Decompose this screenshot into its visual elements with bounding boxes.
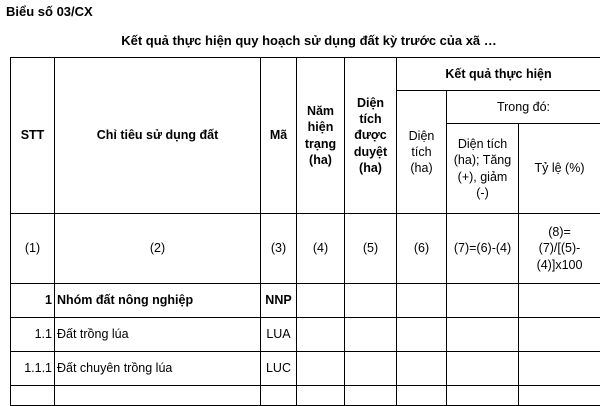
colnum-1: (1) xyxy=(11,214,55,284)
header-code: Mã xyxy=(261,58,297,214)
header-current-year-line: Năm xyxy=(299,103,342,119)
row-cell xyxy=(397,352,447,386)
row-cell xyxy=(55,386,261,406)
header-change-line: (ha); Tăng xyxy=(449,152,516,168)
header-result-area-line: (ha) xyxy=(399,160,444,176)
row-cell xyxy=(447,386,519,406)
header-approved-area xyxy=(345,58,397,214)
header-stt: STT xyxy=(11,58,55,214)
row-indicator: Đất trồng lúa xyxy=(55,318,261,352)
header-indicator: Chỉ tiêu sử dụng đất xyxy=(55,58,261,214)
header-result-area xyxy=(397,91,447,214)
table-row xyxy=(11,352,600,386)
header-current-year xyxy=(297,58,345,214)
header-current-year-line: (ha) xyxy=(299,152,342,168)
header-change-line: (-) xyxy=(449,185,516,201)
header-approved-line: được xyxy=(347,127,394,143)
row-cell xyxy=(447,352,519,386)
row-stt: 1 xyxy=(11,284,55,318)
row-cell xyxy=(519,386,600,406)
header-approved-line: Diện xyxy=(347,95,394,111)
header-approved-line: tích xyxy=(347,111,394,127)
row-cell xyxy=(397,284,447,318)
row-cell xyxy=(345,284,397,318)
row-indicator: Đất chuyên trồng lúa xyxy=(55,352,261,386)
colnum-7: (7)=(6)-(4) xyxy=(447,214,519,284)
colnum-5: (5) xyxy=(345,214,397,284)
colnum-8-line: (4)]x100 xyxy=(521,257,598,273)
table-row xyxy=(11,386,600,406)
header-change-area xyxy=(447,124,519,214)
colnum-3: (3) xyxy=(261,214,297,284)
row-code: LUA xyxy=(261,318,297,352)
row-cell xyxy=(397,386,447,406)
header-of-which: Trong đó: xyxy=(447,91,600,124)
header-ratio: Tỷ lệ (%) xyxy=(519,124,600,214)
header-change-line: Diện tích xyxy=(449,136,516,152)
row-cell xyxy=(519,284,600,318)
row-cell xyxy=(261,386,297,406)
row-cell xyxy=(345,318,397,352)
row-cell xyxy=(519,352,600,386)
row-cell xyxy=(297,284,345,318)
header-current-year-line: trạng xyxy=(299,136,342,152)
row-code: LUC xyxy=(261,352,297,386)
header-change-line: (+), giảm xyxy=(449,169,516,185)
row-cell xyxy=(345,386,397,406)
row-cell xyxy=(447,318,519,352)
row-cell xyxy=(297,386,345,406)
row-cell xyxy=(297,352,345,386)
row-cell xyxy=(519,318,600,352)
header-result-area-line: tích xyxy=(399,144,444,160)
row-indicator: Nhóm đất nông nghiệp xyxy=(55,284,261,318)
row-cell xyxy=(297,318,345,352)
colnum-8 xyxy=(519,214,600,284)
header-current-year-line: hiện xyxy=(299,119,342,135)
document-title: Kết quả thực hiện quy hoạch sử dụng đất kỳ trước của xã … xyxy=(0,33,600,48)
colnum-8-line: (7)/[(5)- xyxy=(521,240,598,256)
row-cell xyxy=(447,284,519,318)
row-stt: 1.1 xyxy=(11,318,55,352)
header-result-group: Kết quả thực hiện xyxy=(397,58,600,91)
row-stt: 1.1.1 xyxy=(11,352,55,386)
header-approved-line: (ha) xyxy=(347,160,394,176)
table-row xyxy=(11,318,600,352)
header-approved-line: duyệt xyxy=(347,144,394,160)
form-code: Biểu số 03/CX xyxy=(6,4,93,19)
row-cell xyxy=(345,352,397,386)
colnum-4: (4) xyxy=(297,214,345,284)
colnum-6: (6) xyxy=(397,214,447,284)
header-result-area-line: Diện xyxy=(399,128,444,144)
colnum-2: (2) xyxy=(55,214,261,284)
row-code: NNP xyxy=(261,284,297,318)
row-cell xyxy=(397,318,447,352)
row-cell xyxy=(11,386,55,406)
land-use-results-table xyxy=(10,57,600,406)
colnum-8-line: (8)= xyxy=(521,224,598,240)
table-row xyxy=(11,284,600,318)
